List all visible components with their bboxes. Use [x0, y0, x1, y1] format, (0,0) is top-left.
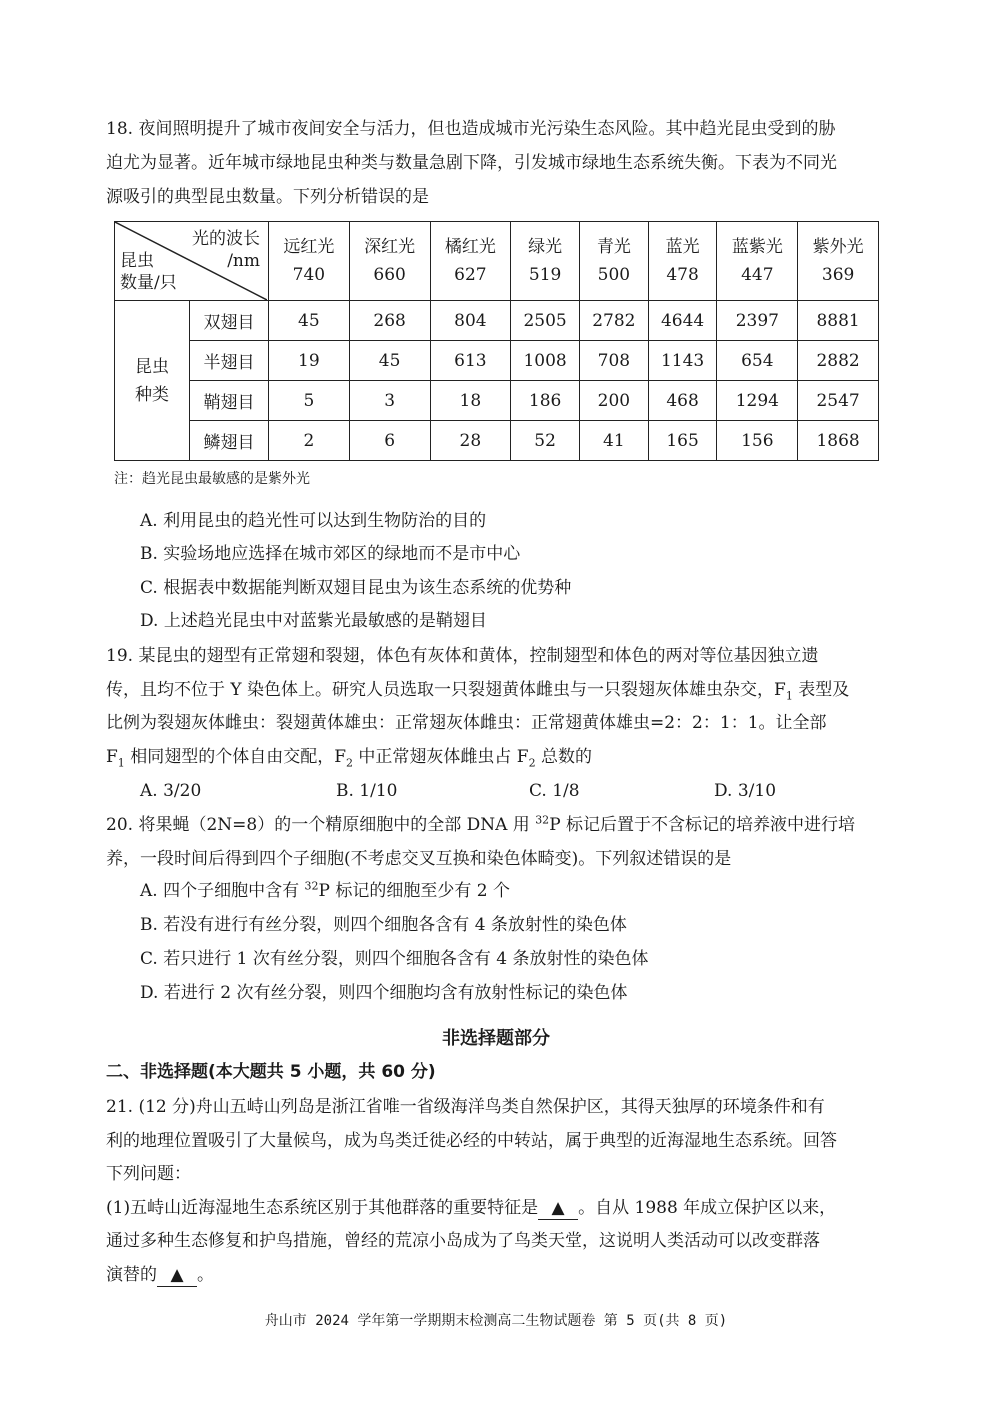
q19-stem-line-1: 19. 某昆虫的翅型有正常翅和裂翅，体色有灰体和黄体，控制翅型和体色的两对等位基因独立遗: [106, 646, 819, 666]
col-header: [511, 222, 580, 301]
table-row: [115, 301, 879, 341]
q21-part1-line-2: 通过多种生态修复和护鸟措施，曾经的荒凉小岛成为了鸟类天堂，这说明人类活动可以改变群落: [106, 1231, 820, 1251]
table-cell: 468: [648, 381, 717, 421]
q21-part1-line-1: [106, 1197, 836, 1220]
table-cell: 3: [349, 381, 430, 421]
q21-part1-line3-end: 。: [197, 1265, 214, 1285]
col-header: [648, 222, 717, 301]
q18-option-b: B. 实验场地应选择在城市郊区的绿地而不是市中心: [140, 544, 521, 564]
q20-stem-line-2: 养，一段时间后得到四个子细胞(不考虑交叉互换和染色体畸变)。下列叙述错误的是: [106, 849, 732, 869]
group-label-1: 昆虫: [135, 356, 169, 377]
col-wavelength: 627: [454, 265, 487, 285]
q20-option-a-text-end: P 标记的细胞至少有 2 个: [318, 881, 510, 901]
col-wavelength: 478: [666, 265, 699, 285]
q18-option-c: C. 根据表中数据能判断双翅目昆虫为该生态系统的优势种: [140, 578, 572, 598]
corner-top-text-1: 光的波长: [192, 229, 260, 249]
corner-bottom-label: [120, 250, 177, 294]
q19-line2-text: 传，且均不位于 Y 染色体上。研究人员选取一只裂翅黄体雌虫与一只裂翅灰体雄虫杂交，F: [106, 680, 786, 700]
col-name: 远红光: [283, 237, 335, 257]
table-cell: 2505: [511, 301, 580, 341]
corner-bottom-text-1: 昆虫: [120, 251, 154, 271]
q19-line4-text-3: 中正常翅灰体雌虫占 F: [353, 747, 529, 767]
corner-top-label: [192, 228, 260, 272]
q19-line2-text-end: 表型及: [792, 680, 850, 700]
col-header: [579, 222, 648, 301]
table-cell: 1143: [648, 341, 717, 381]
table-cell: 2882: [798, 341, 879, 381]
col-header: [349, 222, 430, 301]
q19-option-c: C. 1/8: [529, 781, 580, 801]
q18-stem-line-3: 源吸引的典型昆虫数量。下列分析错误的是: [106, 187, 429, 207]
col-name: 青光: [596, 237, 631, 257]
q21-part1-text-end: 。自从 1988 年成立保护区以来，: [578, 1198, 837, 1218]
col-wavelength: 740: [292, 265, 326, 285]
q20-line1-superscript: 32: [535, 813, 550, 827]
table-cell: 2397: [717, 301, 798, 341]
q19-line4-subscript-2: 2: [346, 756, 353, 770]
table-cell: 165: [648, 421, 717, 461]
table-cell: 1008: [511, 341, 580, 381]
row-name: 半翅目: [190, 341, 269, 381]
answer-blank-1: ▲: [538, 1197, 578, 1220]
table-cell: 654: [717, 341, 798, 381]
col-header: [269, 222, 350, 301]
q20-line1-text: 20. 将果蝇（2N=8）的一个精原细胞中的全部 DNA 用: [106, 815, 536, 835]
table-cell: 45: [349, 341, 430, 381]
q18-option-a: A. 利用昆虫的趋光性可以达到生物防治的目的: [140, 511, 487, 531]
table-cell: 19: [269, 341, 350, 381]
col-wavelength: 447: [741, 265, 774, 285]
row-name: 鞘翅目: [190, 381, 269, 421]
table-cell: 2: [269, 421, 350, 461]
q20-option-b: B. 若没有进行有丝分裂，则四个细胞各含有 4 条放射性的染色体: [140, 915, 627, 935]
table-cell: 52: [511, 421, 580, 461]
table-cell: 2547: [798, 381, 879, 421]
q21-stem-line-2: 利的地理位置吸引了大量候鸟，成为鸟类迁徙必经的中转站，属于典型的近海湿地生态系统。回答: [106, 1131, 837, 1151]
table-cell: 1294: [717, 381, 798, 421]
col-wavelength: 519: [528, 265, 562, 285]
q19-line4-text: F: [106, 747, 118, 767]
table-row: [115, 421, 879, 461]
table-cell: 804: [430, 301, 511, 341]
table-cell: 186: [511, 381, 580, 421]
q19-line2-subscript: 1: [785, 689, 793, 703]
q20-option-a: [140, 880, 510, 902]
col-header: [430, 222, 511, 301]
section-heading: 二、非选择题(本大题共 5 小题，共 60 分): [106, 1062, 436, 1082]
page-footer: 舟山市 2024 学年第一学期期末检测高二生物试题卷 第 5 页(共 8 页): [264, 1313, 728, 1329]
q19-line4-text-2: 相同翅型的个体自由交配，F: [124, 747, 346, 767]
col-header: [717, 222, 798, 301]
col-name: 蓝光: [665, 237, 700, 257]
table-cell: 18: [430, 381, 511, 421]
col-name: 紫外光: [812, 237, 864, 257]
col-name: 橘红光: [444, 237, 496, 257]
table-cell: 8881: [798, 301, 879, 341]
q20-option-d: D. 若进行 2 次有丝分裂，则四个细胞均含有放射性标记的染色体: [140, 983, 628, 1003]
q21-part1-line3-text: 演替的: [106, 1265, 157, 1285]
q19-stem-line-2: [106, 679, 849, 701]
table-header-row: [115, 222, 879, 301]
insect-light-table: [114, 221, 879, 461]
table-cell: 613: [430, 341, 511, 381]
q21-stem-line-3: 下列问题：: [106, 1164, 191, 1184]
q19-option-a: A. 3/20: [140, 781, 202, 801]
table-cell: 45: [269, 301, 350, 341]
col-wavelength: 369: [821, 265, 855, 285]
q20-stem-line-1: [106, 814, 855, 836]
q19-stem-line-3: 比例为裂翅灰体雌虫：裂翅黄体雄虫：正常翅灰体雌虫：正常翅黄体雄虫=2：2：1：1。让全部: [106, 713, 827, 733]
q19-line4-subscript-3: 2: [528, 756, 536, 770]
q18-stem-line-2: 迫尤为显著。近年城市绿地昆虫种类与数量急剧下降，引发城市绿地生态系统失衡。下表为不同光: [106, 153, 837, 173]
col-wavelength: 660: [373, 265, 406, 285]
table-cell: 2782: [579, 301, 648, 341]
col-name: 深红光: [364, 237, 416, 257]
group-label-2: 种类: [135, 384, 169, 405]
q19-option-b: B. 1/10: [336, 781, 398, 801]
q21-part1-text: (1)五峙山近海湿地生态系统区别于其他群落的重要特征是: [106, 1198, 539, 1218]
group-label-cell: [115, 301, 190, 461]
col-header: [798, 222, 879, 301]
col-wavelength: 500: [597, 265, 631, 285]
table-cell: 28: [430, 421, 511, 461]
section-title: 非选择题部分: [442, 1028, 550, 1049]
table-cell: 4644: [648, 301, 717, 341]
q19-stem-line-4: [106, 746, 592, 768]
corner-top-text-2: /nm: [227, 251, 260, 271]
answer-blank-2: ▲: [157, 1264, 197, 1287]
table-row: [115, 381, 879, 421]
table-cell: 1868: [798, 421, 879, 461]
q19-line4-text-4: 总数的: [535, 747, 593, 767]
q20-option-a-text: A. 四个子细胞中含有: [140, 881, 305, 901]
table-cell: 6: [349, 421, 430, 461]
q20-option-a-superscript: 32: [304, 879, 319, 893]
col-name: 蓝紫光: [731, 237, 783, 257]
col-name: 绿光: [528, 237, 563, 257]
table-note: 注：趋光昆虫最敏感的是紫外光: [114, 471, 310, 487]
q19-option-d: D. 3/10: [714, 781, 777, 801]
q20-line1-text-end: P 标记后置于不含标记的培养液中进行培: [549, 815, 856, 835]
q19-line4-subscript-1: 1: [117, 756, 125, 770]
table-cell: 200: [579, 381, 648, 421]
q21-part1-line-3: [106, 1264, 214, 1287]
row-name: 双翅目: [190, 301, 269, 341]
row-name: 鳞翅目: [190, 421, 269, 461]
table-cell: 5: [269, 381, 350, 421]
corner-bottom-text-2: 数量/只: [120, 273, 177, 293]
table-cell: 708: [579, 341, 648, 381]
q18-stem-line-1: 18. 夜间照明提升了城市夜间安全与活力，但也造成城市光污染生态风险。其中趋光昆虫受到的胁: [106, 119, 836, 139]
q20-option-c: C. 若只进行 1 次有丝分裂，则四个细胞各含有 4 条放射性的染色体: [140, 949, 649, 969]
table-cell: 156: [717, 421, 798, 461]
table-cell: 41: [579, 421, 648, 461]
q21-stem-line-1: 21. (12 分)舟山五峙山列岛是浙江省唯一省级海洋鸟类自然保护区，其得天独厚的环境条件和有: [106, 1097, 825, 1117]
table-cell: 268: [349, 301, 430, 341]
q18-option-d: D. 上述趋光昆虫中对蓝紫光最敏感的是鞘翅目: [140, 611, 487, 631]
table-row: [115, 341, 879, 381]
table-corner-cell: [115, 222, 269, 301]
